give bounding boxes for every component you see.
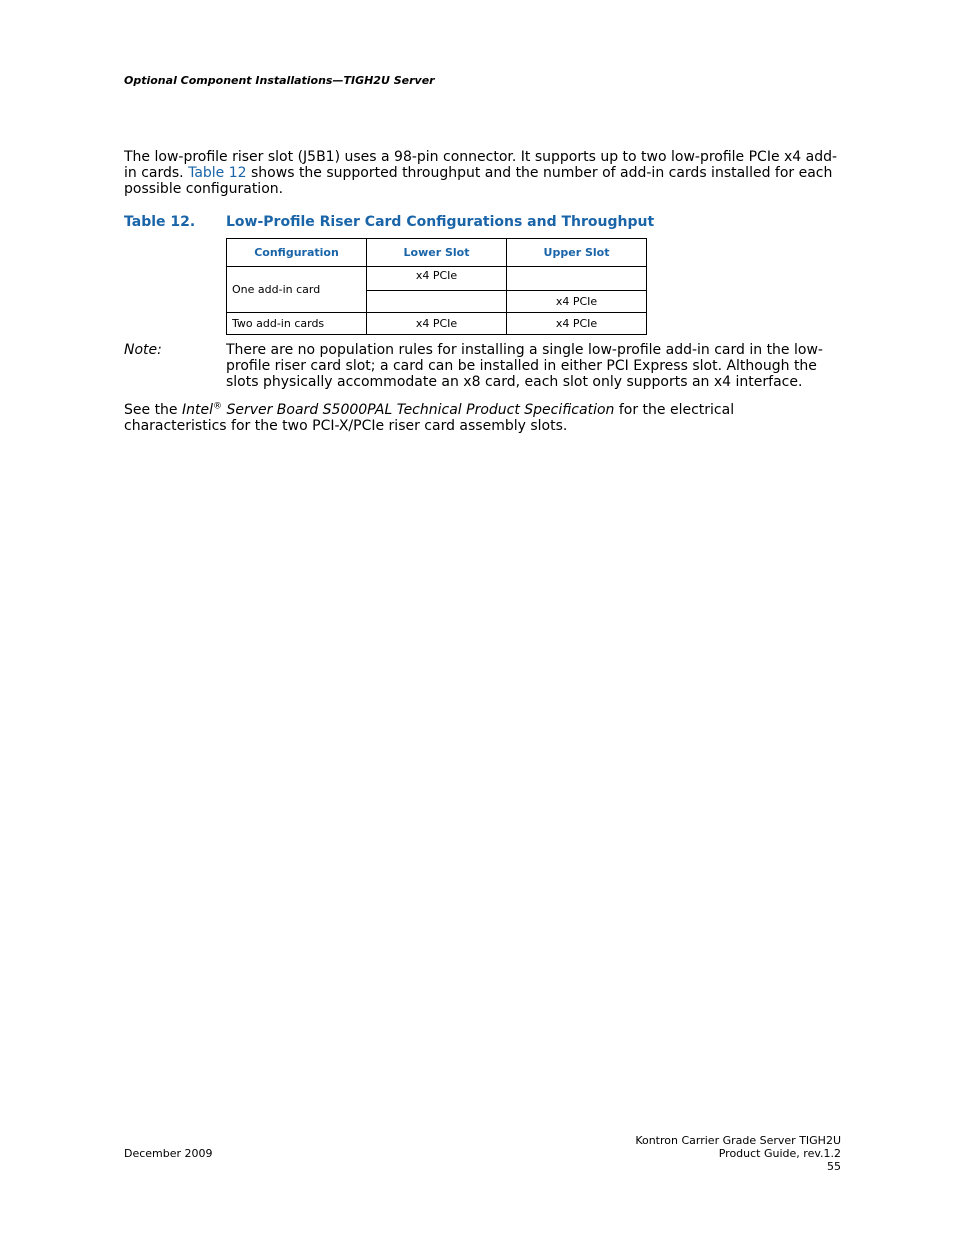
footer-date: December 2009 — [124, 1147, 213, 1160]
riser-config-table — [226, 238, 647, 335]
footer-guide: Product Guide, rev.1.2 — [718, 1147, 841, 1160]
table-title: Low-Profile Riser Card Configurations and Throughput — [226, 214, 655, 230]
reference-suffix: for the electrical characteristics for the two PCI-X/PCIe riser card assembly slots. — [124, 402, 735, 434]
table-row — [227, 267, 647, 291]
reference-prefix: See the — [124, 402, 182, 418]
cell-upper — [507, 267, 647, 291]
reference-paragraph — [124, 402, 840, 434]
intro-text-start: The low-profile riser slot (J5B1) uses a 98-pin connector. It supports up to two low-profile PCIe x4 add-in cards. — [124, 149, 838, 181]
cell-lower: x4 PCIe — [367, 267, 507, 291]
footer-info — [635, 1134, 841, 1173]
cell-config: One add-in card — [227, 267, 367, 313]
note-label: Note: — [124, 342, 162, 358]
table-12-link[interactable]: Table 12 — [188, 165, 247, 181]
intro-paragraph — [124, 149, 840, 197]
intro-text-end: shows the supported throughput and the number of add-in cards installed for each possible configuration. — [124, 165, 833, 197]
cell-config: Two add-in cards — [227, 313, 367, 335]
footer-product: Kontron Carrier Grade Server TIGH2U — [635, 1134, 841, 1147]
cell-upper: x4 PCIe — [507, 291, 647, 313]
header-lower-slot: Lower Slot — [367, 239, 507, 267]
note-text: There are no population rules for installing a single low-profile add-in card in the low-profile riser card slot; a card can be installed in either PCI Express slot. Although the slots physically accommodate an x8 card, each slot only supports an x4 interface. — [226, 342, 823, 390]
cell-upper: x4 PCIe — [507, 313, 647, 335]
cell-lower: x4 PCIe — [367, 313, 507, 335]
table-number: Table 12. — [124, 214, 196, 230]
table-header-row — [227, 239, 647, 267]
table-row — [227, 313, 647, 335]
page-number: 55 — [827, 1160, 841, 1173]
reference-doc-title: Server Board S5000PAL Technical Product Specification — [222, 402, 615, 418]
table-caption — [124, 214, 654, 230]
reference-intel: Intel — [182, 402, 213, 418]
header-configuration: Configuration — [227, 239, 367, 267]
registered-mark: ® — [213, 401, 222, 412]
header-upper-slot: Upper Slot — [507, 239, 647, 267]
cell-lower — [367, 291, 507, 313]
running-header: Optional Component Installations—TIGH2U Server — [124, 74, 435, 87]
